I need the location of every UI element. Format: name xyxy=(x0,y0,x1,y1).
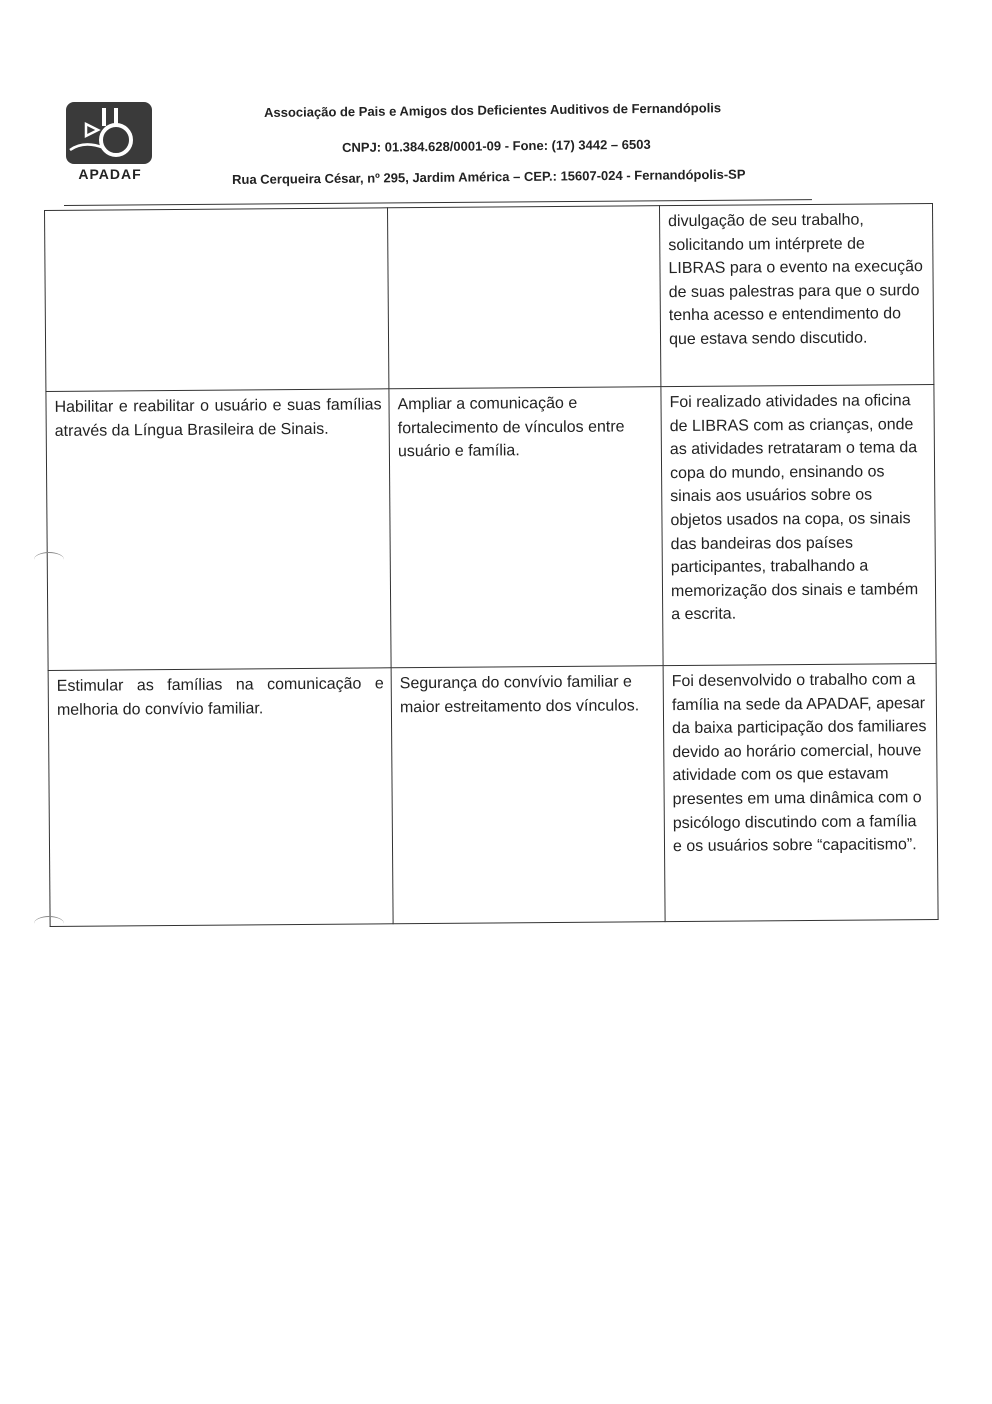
result-text xyxy=(396,210,652,212)
punch-mark xyxy=(34,916,64,931)
punch-mark xyxy=(34,552,64,567)
table-row xyxy=(45,204,934,392)
ear-logo-icon xyxy=(64,100,156,168)
objective-text xyxy=(53,212,380,215)
result-cell xyxy=(391,666,665,924)
logo-text: APADAF xyxy=(78,166,142,182)
result-cell xyxy=(387,206,660,389)
table-row xyxy=(46,385,936,671)
objective-text: Estimular as famílias na comunicação e melhoria do convívio familiar. xyxy=(56,675,384,719)
activity-cell xyxy=(659,204,933,387)
result-text: Ampliar a comunicação e fortalecimento de vínculos entre usuário e família. xyxy=(397,394,625,461)
objective-cell xyxy=(46,389,391,671)
activities-table xyxy=(44,203,938,925)
address-line: Rua Cerqueira César, nº 295, Jardim América – CEP.: 15607-024 - Fernandópolis-SP xyxy=(232,166,746,187)
objective-cell xyxy=(45,208,389,392)
activity-text: Foi desenvolvido o trabalho com a família na sede da APADAF, apesar da baixa participação dos familiares devido ao horário comercial, houve atividade com os que estavam presentes em uma dinâmica com o psicólogo discutindo com a família e os usuários sobre “capacitismo”. xyxy=(671,671,927,856)
table-row xyxy=(48,664,938,927)
objective-text: Habilitar e reabilitar o usuário e suas famílias através da Língua Brasileira de Sinais. xyxy=(54,396,382,440)
activity-cell xyxy=(661,385,936,666)
result-text: Segurança do convívio familiar e maior estreitamento dos vínculos. xyxy=(399,673,640,716)
apadaf-logo xyxy=(64,100,156,190)
result-cell xyxy=(389,387,663,668)
activity-text: Foi realizado atividades na oficina de LIBRAS com as crianças, onde as atividades retrataram o tema da copa do mundo, ensinando os sinais aos usuários sobre os objetos usados na copa, os sinais das bandeiras dos países participantes, trabalhando a memorização dos sinais e também a escrita. xyxy=(669,392,919,624)
activity-cell xyxy=(663,664,938,922)
contact-line: CNPJ: 01.384.628/0001-09 - Fone: (17) 3442 – 6503 xyxy=(342,136,651,155)
objective-cell xyxy=(48,668,393,927)
activity-text: divulgação de seu trabalho, solicitando um intérprete de LIBRAS para o evento na execução de suas palestras para que o surdo tenha acesso e entendimento do que estava sendo discutido. xyxy=(668,211,923,349)
organization-name: Associação de Pais e Amigos dos Deficientes Auditivos de Fernandópolis xyxy=(264,100,722,120)
